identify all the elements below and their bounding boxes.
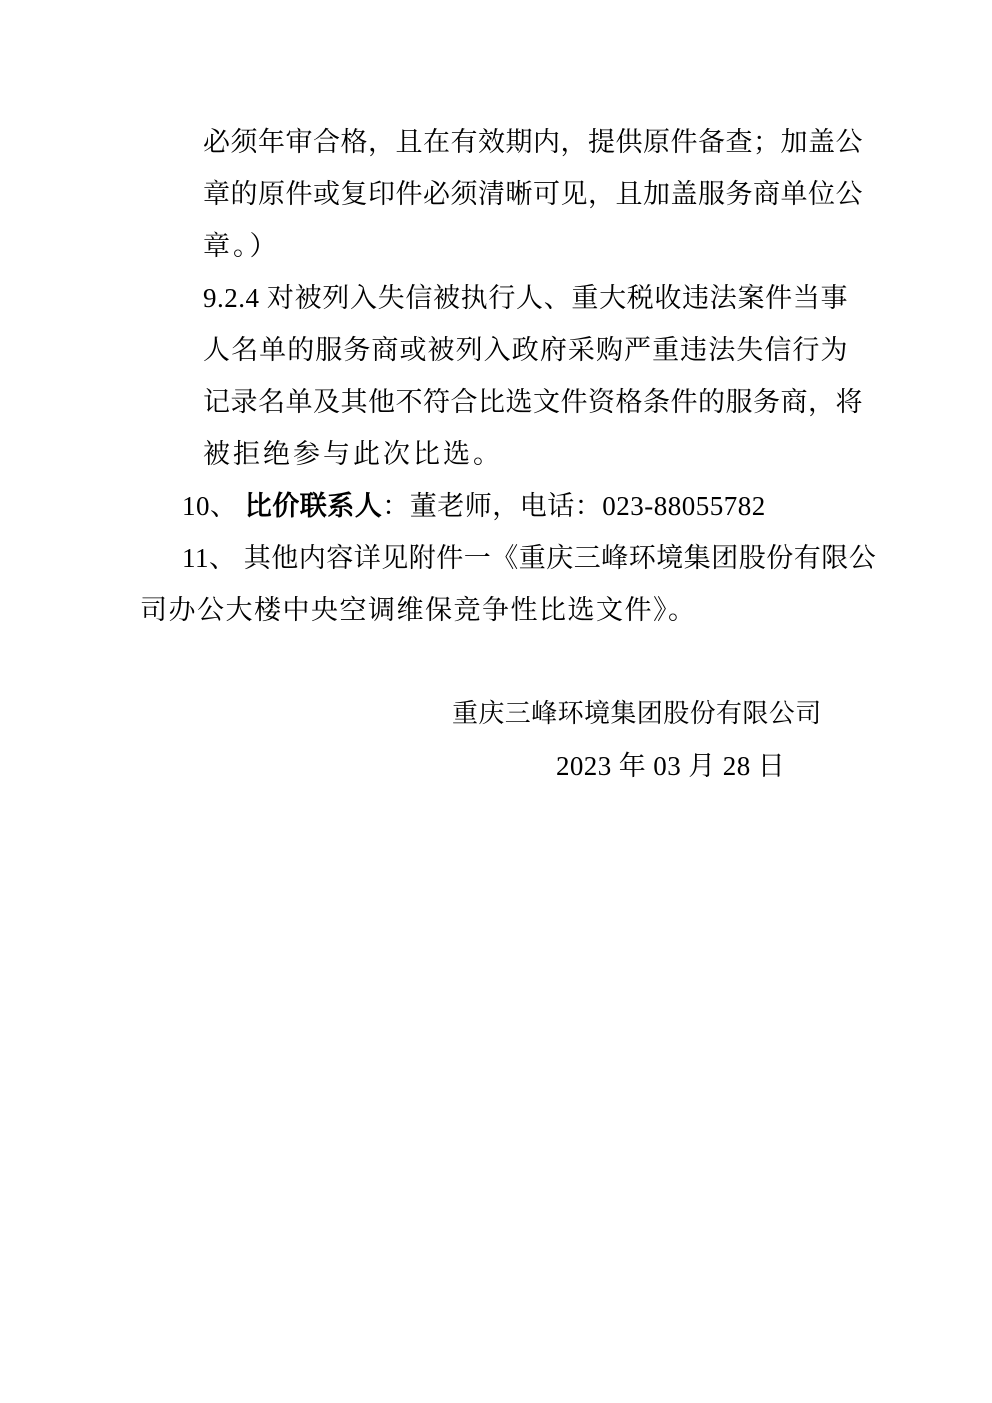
clause-924-line-3: 记录名单及其他不符合比选文件资格条件的服务商，将	[203, 387, 863, 417]
clause-924-line-2: 人名单的服务商或被列入政府采购严重违法失信行为	[203, 335, 848, 365]
clause-923-continuation-line-1: 必须年审合格，且在有效期内，提供原件备查；加盖公	[203, 127, 863, 157]
item-10-line	[182, 480, 850, 532]
item-10-detail: ：董老师，电话：023-88055782	[382, 491, 766, 521]
clause-923-continuation-line-2: 章的原件或复印件必须清晰可见，且加盖服务商单位公	[203, 179, 863, 209]
item-10-number: 10、	[182, 491, 245, 521]
item-10-label: 比价联系人	[244, 491, 383, 521]
signature-date: 2023 年 03 月 28 日	[556, 751, 786, 781]
item-11-line-1: 11、 其他内容详见附件一《重庆三峰环境集团股份有限公	[182, 543, 877, 573]
clause-924-line-1: 9.2.4 对被列入失信被执行人、重大税收违法案件当事	[203, 283, 848, 313]
signature-company: 重庆三峰环境集团股份有限公司	[452, 699, 822, 728]
item-11-line-2: 司办公大楼中央空调维保竞争性比选文件》。	[140, 595, 697, 625]
clause-923-continuation-line-3: 章。）	[203, 231, 280, 261]
clause-924-line-4: 被拒绝参与此次比选。	[203, 439, 503, 469]
document-body	[140, 116, 877, 636]
